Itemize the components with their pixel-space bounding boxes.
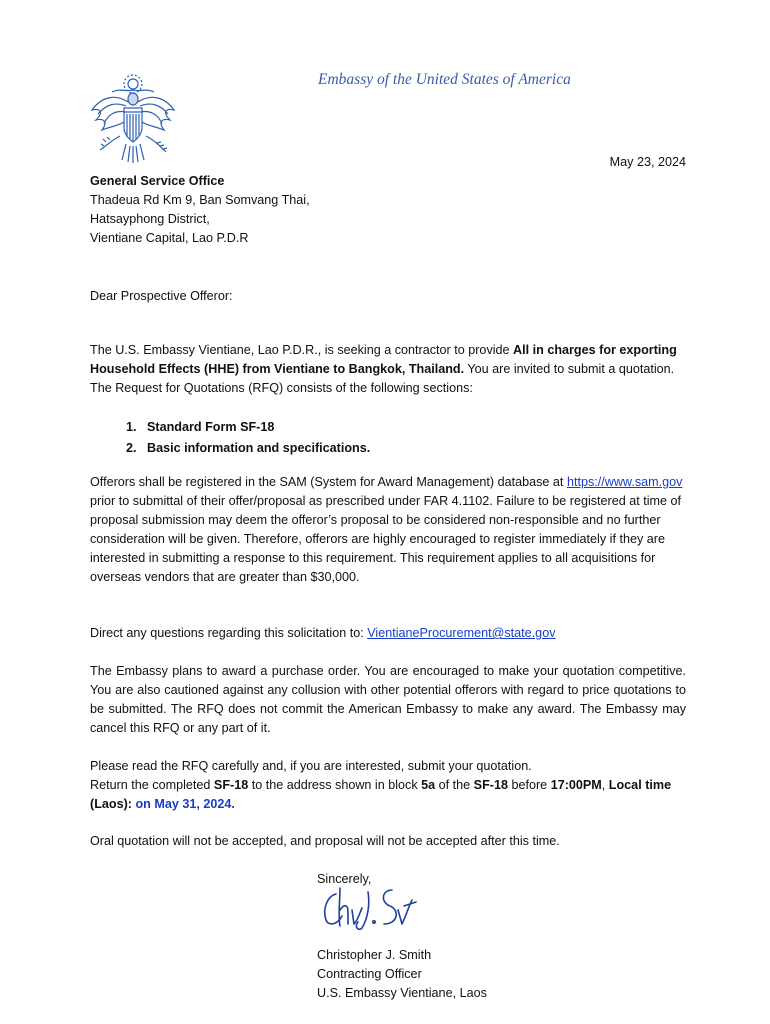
- signer-name: Christopher J. Smith: [317, 948, 432, 962]
- instructions-paragraph: Please read the RFQ carefully and, if you are interested, submit your quotation. Return the completed SF-18 to the address shown in block 5a of the SF-18 before 17:00PM, Local time (Laos): on May 31, 2024.: [90, 759, 672, 811]
- salutation: Dear Prospective Offeror:: [90, 289, 233, 303]
- list-item: 2. Basic information and specifications.: [126, 441, 371, 455]
- address-line: Hatsayphong District,: [90, 212, 210, 226]
- address-line: Thadeua Rd Km 9, Ban Somvang Thai,: [90, 193, 310, 207]
- letter-date: May 23, 2024: [609, 155, 686, 169]
- award-paragraph: The Embassy plans to award a purchase order. You are encouraged to make your quotation competitive. You are also cautioned against any collusion with other potential offerors with regard to price quotations to be submitted. The RFQ does not commit the American Embassy to make any award. The Embassy may cancel this RFQ or any part of it.: [90, 664, 686, 735]
- signature-block: [317, 946, 487, 1003]
- questions-paragraph: Direct any questions regarding this solicitation to: VientianeProcurement@state.gov: [90, 626, 556, 640]
- sam-paragraph: Offerors shall be registered in the SAM (System for Award Management) database at https://www.sam.gov prior to submittal of their offer/proposal as prescribed under FAR 4.1102. Failure to be registered at time of proposal submission may deem the offeror’s proposal to be considered non-responsible and no further consideration will be given. Therefore, offerors are highly encouraged to register immediately if they are interested in submitting a response to this requirement. This requirement applies to all acquisitions for overseas vendors that are greater than $30,000.: [90, 475, 683, 584]
- list-item: 1. Standard Form SF-18: [126, 420, 275, 434]
- deadline-time: 17:00PM: [550, 778, 602, 792]
- signer-title: Contracting Officer: [317, 967, 422, 981]
- address-line: Vientiane Capital, Lao P.D.R: [90, 231, 249, 245]
- deadline-date: on May 31, 2024.: [131, 797, 235, 811]
- intro-paragraph: The U.S. Embassy Vientiane, Lao P.D.R., is seeking a contractor to provide All in charges for exporting Household Effects (HHE) from Vientiane to Bangkok, Thailand. You are invited to submit a quotation. The Request for Quotations (RFQ) consists of the following sections:: [90, 343, 677, 395]
- procurement-email-link[interactable]: VientianeProcurement@state.gov: [367, 626, 556, 640]
- service-description: All in charges for exporting Household Effects (HHE) from Vientiane to Bangkok, Thailand.: [90, 343, 677, 376]
- embassy-seal-icon: [86, 70, 180, 166]
- rfq-sections-list: [90, 417, 371, 459]
- sam-link[interactable]: https://www.sam.gov: [566, 475, 683, 489]
- closing: Sincerely,: [317, 872, 372, 886]
- recipient-address: [90, 172, 310, 248]
- signer-organization: U.S. Embassy Vientiane, Laos: [317, 986, 487, 1000]
- office-name: General Service Office: [90, 174, 225, 188]
- handwritten-signature: [318, 880, 418, 932]
- letterhead-title: Embassy of the United States of America: [318, 71, 571, 88]
- oral-quotation-note: Oral quotation will not be accepted, and proposal will not be accepted after this time.: [90, 834, 560, 848]
